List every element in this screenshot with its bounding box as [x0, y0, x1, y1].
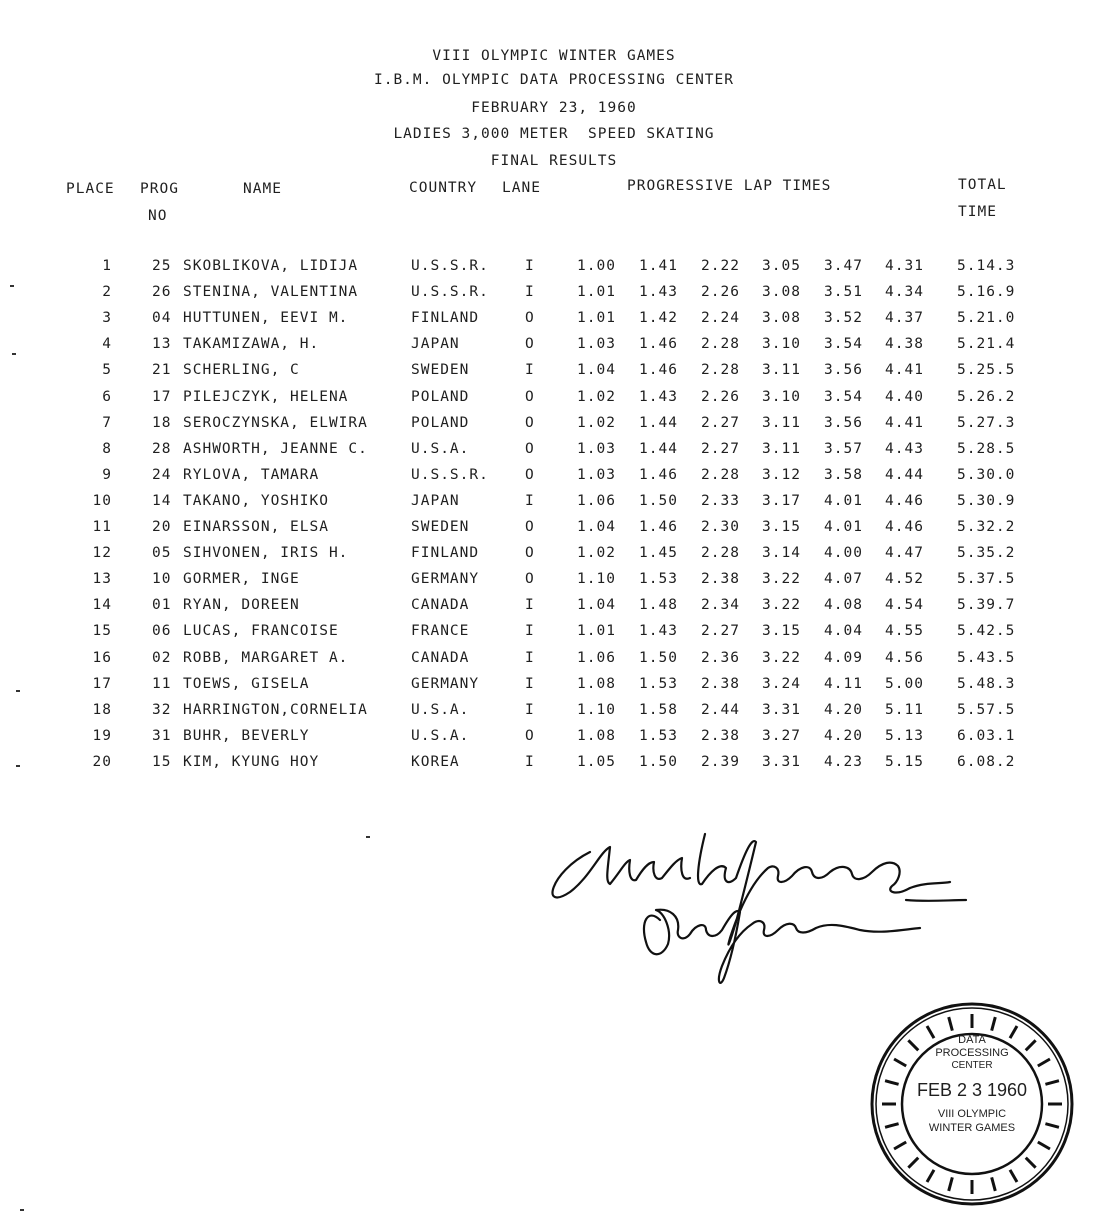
lap-time-cell: 1.06 — [577, 649, 616, 666]
total-time-cell: 5.21.4 — [957, 336, 1016, 353]
lane-cell: I — [525, 649, 535, 666]
place-cell: 5 — [102, 362, 112, 379]
table-row — [0, 441, 1108, 467]
lap-time-cell: 3.10 — [762, 336, 801, 353]
lap-time-cell: 4.46 — [885, 519, 924, 535]
total-time-cell: 5.42.5 — [957, 623, 1016, 640]
table-row — [0, 284, 1108, 310]
country-cell: JAPAN — [411, 492, 460, 509]
skater-name-cell: SKOBLIKOVA, LIDIJA — [183, 258, 359, 274]
lap-time-cell: 2.39 — [701, 753, 740, 770]
lane-cell: O — [525, 414, 535, 431]
referee-signature — [530, 812, 970, 1002]
prog-number-cell: 21 — [152, 362, 172, 379]
place-cell: 8 — [102, 440, 112, 457]
country-cell: CANADA — [411, 597, 470, 614]
place-cell: 3 — [102, 310, 112, 327]
place-cell: 14 — [92, 597, 112, 614]
lap-time-cell: 2.28 — [701, 336, 740, 353]
lap-time-cell: 3.24 — [762, 675, 801, 692]
column-lane: LANE — [502, 180, 541, 196]
skater-name-cell: RYAN, DOREEN — [183, 597, 300, 614]
total-time-cell: 5.57.5 — [957, 701, 1016, 718]
skater-name-cell: HARRINGTON,CORNELIA — [183, 701, 368, 718]
lane-cell: I — [525, 701, 535, 718]
lap-time-cell: 1.53 — [639, 727, 678, 744]
lap-time-cell: 2.27 — [701, 440, 740, 457]
lap-time-cell: 2.26 — [701, 284, 740, 301]
skater-name-cell: STENINA, VALENTINA — [183, 284, 359, 301]
lap-time-cell: 3.11 — [762, 362, 801, 379]
scan-mark — [10, 285, 14, 287]
lane-cell: I — [525, 753, 535, 770]
place-cell: 6 — [102, 388, 112, 405]
prog-number-cell: 17 — [152, 388, 172, 405]
place-cell: 20 — [92, 753, 112, 770]
total-time-cell: 5.30.9 — [957, 492, 1016, 509]
lap-time-cell: 3.15 — [762, 519, 801, 535]
lap-time-cell: 1.10 — [577, 571, 616, 588]
document-title: VIII OLYMPIC WINTER GAMES — [432, 48, 676, 64]
lap-time-cell: 1.53 — [639, 675, 678, 692]
skater-name-cell: BUHR, BEVERLY — [183, 727, 310, 744]
lane-cell: O — [525, 571, 535, 588]
place-cell: 2 — [102, 284, 112, 301]
stamp-line-center: CENTER — [951, 1060, 993, 1071]
lane-cell: I — [525, 362, 535, 379]
lap-time-cell: 1.50 — [639, 649, 678, 666]
place-cell: 18 — [92, 701, 112, 718]
lap-time-cell: 1.06 — [577, 492, 616, 509]
total-time-cell: 5.21.0 — [957, 310, 1016, 327]
lap-time-cell: 1.01 — [577, 284, 616, 301]
table-row — [0, 545, 1108, 571]
skater-name-cell: TAKANO, YOSHIKO — [183, 492, 329, 509]
lane-cell: O — [525, 519, 535, 535]
skater-name-cell: ROBB, MARGARET A. — [183, 649, 349, 666]
lap-time-cell: 1.46 — [639, 362, 678, 379]
lap-time-cell: 1.01 — [577, 623, 616, 640]
lap-time-cell: 2.26 — [701, 388, 740, 405]
total-time-cell: 5.32.2 — [957, 519, 1016, 535]
table-row — [0, 493, 1108, 519]
lap-time-cell: 4.00 — [824, 545, 863, 562]
stamp-line-processing: PROCESSING — [935, 1047, 1009, 1059]
country-cell: KOREA — [411, 753, 460, 770]
lap-time-cell: 2.36 — [701, 649, 740, 666]
column-total: TOTAL — [958, 177, 1007, 193]
total-time-cell: 5.30.0 — [957, 466, 1016, 483]
lap-time-cell: 1.03 — [577, 336, 616, 353]
lap-time-cell: 2.33 — [701, 492, 740, 509]
skater-name-cell: SEROCZYNSKA, ELWIRA — [183, 414, 368, 431]
lap-time-cell: 4.43 — [885, 440, 924, 457]
lane-cell: O — [525, 545, 535, 562]
stamp-line-data: DATA — [958, 1034, 986, 1046]
lap-time-cell: 4.11 — [824, 675, 863, 692]
lap-time-cell: 1.44 — [639, 414, 678, 431]
place-cell: 12 — [92, 545, 112, 562]
lap-time-cell: 1.44 — [639, 440, 678, 457]
country-cell: U.S.S.R. — [411, 466, 489, 483]
lap-time-cell: 3.51 — [824, 284, 863, 301]
lap-time-cell: 1.46 — [639, 466, 678, 483]
lap-time-cell: 1.02 — [577, 388, 616, 405]
total-time-cell: 5.26.2 — [957, 388, 1016, 405]
prog-number-cell: 31 — [152, 727, 172, 744]
lap-time-cell: 1.50 — [639, 753, 678, 770]
stamp-line-olympic: VIII OLYMPIC — [937, 1108, 1007, 1120]
lap-time-cell: 4.07 — [824, 571, 863, 588]
skater-name-cell: TOEWS, GISELA — [183, 675, 310, 692]
total-time-cell: 5.25.5 — [957, 362, 1016, 379]
place-cell: 15 — [92, 623, 112, 640]
lap-time-cell: 3.58 — [824, 466, 863, 483]
total-time-cell: 6.03.1 — [957, 727, 1016, 744]
prog-number-cell: 01 — [152, 597, 172, 614]
prog-number-cell: 05 — [152, 545, 172, 562]
lap-time-cell: 4.04 — [824, 623, 863, 640]
table-row — [0, 258, 1108, 284]
skater-name-cell: SIHVONEN, IRIS H. — [183, 545, 349, 562]
country-cell: POLAND — [411, 414, 470, 431]
country-cell: FRANCE — [411, 623, 470, 640]
skater-name-cell: EINARSSON, ELSA — [183, 519, 329, 535]
country-cell: JAPAN — [411, 336, 460, 353]
lap-time-cell: 4.44 — [885, 466, 924, 483]
lap-time-cell: 1.10 — [577, 701, 616, 718]
lap-time-cell: 1.41 — [639, 258, 678, 274]
lap-time-cell: 4.38 — [885, 336, 924, 353]
lap-time-cell: 2.38 — [701, 571, 740, 588]
lane-cell: I — [525, 675, 535, 692]
lap-time-cell: 1.01 — [577, 310, 616, 327]
total-time-cell: 5.37.5 — [957, 571, 1016, 588]
prog-number-cell: 28 — [152, 440, 172, 457]
lap-time-cell: 4.01 — [824, 492, 863, 509]
total-time-cell: 5.48.3 — [957, 675, 1016, 692]
lap-time-cell: 1.48 — [639, 597, 678, 614]
lap-time-cell: 3.17 — [762, 492, 801, 509]
country-cell: SWEDEN — [411, 362, 470, 379]
document-date: FEBRUARY 23, 1960 — [471, 100, 637, 116]
lap-time-cell: 3.08 — [762, 310, 801, 327]
lap-time-cell: 4.56 — [885, 649, 924, 666]
prog-number-cell: 13 — [152, 336, 172, 353]
lane-cell: O — [525, 310, 535, 327]
lap-time-cell: 3.31 — [762, 753, 801, 770]
lap-time-cell: 3.31 — [762, 701, 801, 718]
skater-name-cell: LUCAS, FRANCOISE — [183, 623, 339, 640]
table-row — [0, 519, 1108, 545]
results-label: FINAL RESULTS — [490, 153, 618, 169]
lap-time-cell: 3.27 — [762, 727, 801, 744]
column-name: NAME — [243, 181, 282, 197]
lap-time-cell: 5.15 — [885, 753, 924, 770]
scan-mark — [366, 836, 370, 838]
lap-time-cell: 1.08 — [577, 675, 616, 692]
lane-cell: I — [525, 258, 535, 274]
stamp-date: FEB 2 3 1960 — [916, 1080, 1028, 1100]
scan-mark — [16, 690, 20, 692]
column-lap-times: PROGRESSIVE LAP TIMES — [627, 178, 832, 194]
prog-number-cell: 14 — [152, 492, 172, 509]
country-cell: FINLAND — [411, 310, 480, 327]
place-cell: 1 — [102, 258, 112, 274]
lane-cell: I — [525, 492, 535, 509]
skater-name-cell: ASHWORTH, JEANNE C. — [183, 440, 368, 457]
country-cell: U.S.S.R. — [411, 284, 489, 301]
stamp-text — [868, 1000, 1076, 1208]
prog-number-cell: 26 — [152, 284, 172, 301]
table-row — [0, 467, 1108, 493]
lap-time-cell: 2.34 — [701, 597, 740, 614]
lap-time-cell: 3.14 — [762, 545, 801, 562]
total-time-cell: 5.43.5 — [957, 649, 1016, 666]
lap-time-cell: 2.38 — [701, 727, 740, 744]
place-cell: 19 — [92, 727, 112, 744]
country-cell: U.S.A. — [411, 440, 470, 457]
event-name: LADIES 3,000 METER SPEED SKATING — [393, 126, 715, 142]
lap-time-cell: 2.30 — [701, 519, 740, 535]
lap-time-cell: 2.27 — [701, 623, 740, 640]
lap-time-cell: 3.05 — [762, 258, 801, 274]
skater-name-cell: KIM, KYUNG HOY — [183, 753, 320, 770]
lap-time-cell: 4.37 — [885, 310, 924, 327]
column-country: COUNTRY — [409, 180, 478, 196]
lap-time-cell: 5.11 — [885, 701, 924, 718]
table-row — [0, 676, 1108, 702]
skater-name-cell: SCHERLING, C — [183, 362, 300, 379]
table-row — [0, 597, 1108, 623]
lap-time-cell: 2.24 — [701, 310, 740, 327]
lap-time-cell: 2.28 — [701, 545, 740, 562]
table-row — [0, 310, 1108, 336]
scan-mark — [16, 765, 20, 767]
skater-name-cell: HUTTUNEN, EEVI M. — [183, 310, 349, 327]
lap-time-cell: 1.03 — [577, 466, 616, 483]
lap-time-cell: 3.10 — [762, 388, 801, 405]
scan-mark — [12, 353, 16, 355]
skater-name-cell: GORMER, INGE — [183, 571, 300, 588]
country-cell: FINLAND — [411, 545, 480, 562]
lap-time-cell: 1.43 — [639, 284, 678, 301]
lap-time-cell: 4.52 — [885, 571, 924, 588]
table-row — [0, 336, 1108, 362]
lap-time-cell: 4.23 — [824, 753, 863, 770]
total-time-cell: 5.28.5 — [957, 440, 1016, 457]
lap-time-cell: 2.27 — [701, 414, 740, 431]
table-row — [0, 702, 1108, 728]
lap-time-cell: 4.08 — [824, 597, 863, 614]
lap-time-cell: 2.28 — [701, 362, 740, 379]
lap-time-cell: 3.47 — [824, 258, 863, 274]
lap-time-cell: 3.22 — [762, 649, 801, 666]
lane-cell: O — [525, 440, 535, 457]
table-row — [0, 728, 1108, 754]
lap-time-cell: 1.50 — [639, 492, 678, 509]
prog-number-cell: 15 — [152, 753, 172, 770]
lap-time-cell: 3.52 — [824, 310, 863, 327]
place-cell: 16 — [92, 649, 112, 666]
lane-cell: O — [525, 388, 535, 405]
prog-number-cell: 20 — [152, 519, 172, 535]
place-cell: 17 — [92, 675, 112, 692]
lap-time-cell: 4.41 — [885, 414, 924, 431]
country-cell: GERMANY — [411, 571, 480, 588]
place-cell: 10 — [92, 492, 112, 509]
lap-time-cell: 1.58 — [639, 701, 678, 718]
table-row — [0, 650, 1108, 676]
lap-time-cell: 1.53 — [639, 571, 678, 588]
lap-time-cell: 2.38 — [701, 675, 740, 692]
lap-time-cell: 1.02 — [577, 414, 616, 431]
lap-time-cell: 4.20 — [824, 727, 863, 744]
place-cell: 11 — [92, 519, 112, 535]
total-time-cell: 5.14.3 — [957, 258, 1016, 274]
country-cell: U.S.S.R. — [411, 258, 489, 274]
lap-time-cell: 2.28 — [701, 466, 740, 483]
prog-number-cell: 25 — [152, 258, 172, 274]
column-time: TIME — [958, 204, 997, 220]
lap-time-cell: 1.46 — [639, 519, 678, 535]
stamp-line-games: WINTER GAMES — [928, 1122, 1016, 1134]
lap-time-cell: 3.12 — [762, 466, 801, 483]
lap-time-cell: 5.00 — [885, 675, 924, 692]
lap-time-cell: 1.45 — [639, 545, 678, 562]
lap-time-cell: 3.54 — [824, 336, 863, 353]
table-row — [0, 389, 1108, 415]
lap-time-cell: 3.57 — [824, 440, 863, 457]
lap-time-cell: 4.46 — [885, 492, 924, 509]
lap-time-cell: 1.02 — [577, 545, 616, 562]
table-row — [0, 754, 1108, 780]
lap-time-cell: 1.04 — [577, 597, 616, 614]
place-cell: 9 — [102, 466, 112, 483]
table-row — [0, 415, 1108, 441]
column-place: PLACE — [66, 181, 115, 197]
lap-time-cell: 4.54 — [885, 597, 924, 614]
lap-time-cell: 1.05 — [577, 753, 616, 770]
lap-time-cell: 4.40 — [885, 388, 924, 405]
lap-time-cell: 3.22 — [762, 597, 801, 614]
country-cell: CANADA — [411, 649, 470, 666]
country-cell: U.S.A. — [411, 701, 470, 718]
lap-time-cell: 4.41 — [885, 362, 924, 379]
lap-time-cell: 3.08 — [762, 284, 801, 301]
skater-name-cell: TAKAMIZAWA, H. — [183, 336, 320, 353]
lap-time-cell: 3.15 — [762, 623, 801, 640]
total-time-cell: 5.35.2 — [957, 545, 1016, 562]
lap-time-cell: 1.08 — [577, 727, 616, 744]
prog-number-cell: 04 — [152, 310, 172, 327]
scan-mark — [20, 1209, 24, 1211]
lap-time-cell: 1.04 — [577, 519, 616, 535]
lap-time-cell: 4.09 — [824, 649, 863, 666]
lap-time-cell: 2.22 — [701, 258, 740, 274]
total-time-cell: 5.16.9 — [957, 284, 1016, 301]
lap-time-cell: 4.47 — [885, 545, 924, 562]
column-no: NO — [148, 208, 168, 224]
lane-cell: O — [525, 727, 535, 744]
table-row — [0, 623, 1108, 649]
document-subtitle: I.B.M. OLYMPIC DATA PROCESSING CENTER — [373, 72, 734, 88]
skater-name-cell: PILEJCZYK, HELENA — [183, 388, 349, 405]
place-cell: 7 — [102, 414, 112, 431]
prog-number-cell: 18 — [152, 414, 172, 431]
lap-time-cell: 3.22 — [762, 571, 801, 588]
lap-time-cell: 4.31 — [885, 258, 924, 274]
lane-cell: O — [525, 466, 535, 483]
lap-time-cell: 3.56 — [824, 414, 863, 431]
lane-cell: I — [525, 623, 535, 640]
country-cell: GERMANY — [411, 675, 480, 692]
lap-time-cell: 3.54 — [824, 388, 863, 405]
country-cell: U.S.A. — [411, 727, 470, 744]
total-time-cell: 6.08.2 — [957, 753, 1016, 770]
prog-number-cell: 10 — [152, 571, 172, 588]
prog-number-cell: 06 — [152, 623, 172, 640]
lap-time-cell: 1.43 — [639, 388, 678, 405]
lap-time-cell: 1.03 — [577, 440, 616, 457]
lap-time-cell: 1.00 — [577, 258, 616, 274]
prog-number-cell: 11 — [152, 675, 172, 692]
table-row — [0, 571, 1108, 597]
lap-time-cell: 1.46 — [639, 336, 678, 353]
country-cell: POLAND — [411, 388, 470, 405]
prog-number-cell: 02 — [152, 649, 172, 666]
prog-number-cell: 32 — [152, 701, 172, 718]
lap-time-cell: 3.11 — [762, 440, 801, 457]
lap-time-cell: 4.01 — [824, 519, 863, 535]
column-prog: PROG — [140, 181, 179, 197]
prog-number-cell: 24 — [152, 466, 172, 483]
lane-cell: I — [525, 284, 535, 301]
lap-time-cell: 3.11 — [762, 414, 801, 431]
country-cell: SWEDEN — [411, 519, 470, 535]
lap-time-cell: 5.13 — [885, 727, 924, 744]
lap-time-cell: 3.56 — [824, 362, 863, 379]
place-cell: 4 — [102, 336, 112, 353]
lane-cell: I — [525, 597, 535, 614]
total-time-cell: 5.39.7 — [957, 597, 1016, 614]
table-row — [0, 362, 1108, 388]
place-cell: 13 — [92, 571, 112, 588]
lap-time-cell: 4.55 — [885, 623, 924, 640]
total-time-cell: 5.27.3 — [957, 414, 1016, 431]
lap-time-cell: 1.43 — [639, 623, 678, 640]
lap-time-cell: 1.42 — [639, 310, 678, 327]
skater-name-cell: RYLOVA, TAMARA — [183, 466, 320, 483]
lane-cell: O — [525, 336, 535, 353]
lap-time-cell: 4.34 — [885, 284, 924, 301]
lap-time-cell: 2.44 — [701, 701, 740, 718]
lap-time-cell: 1.04 — [577, 362, 616, 379]
lap-time-cell: 4.20 — [824, 701, 863, 718]
